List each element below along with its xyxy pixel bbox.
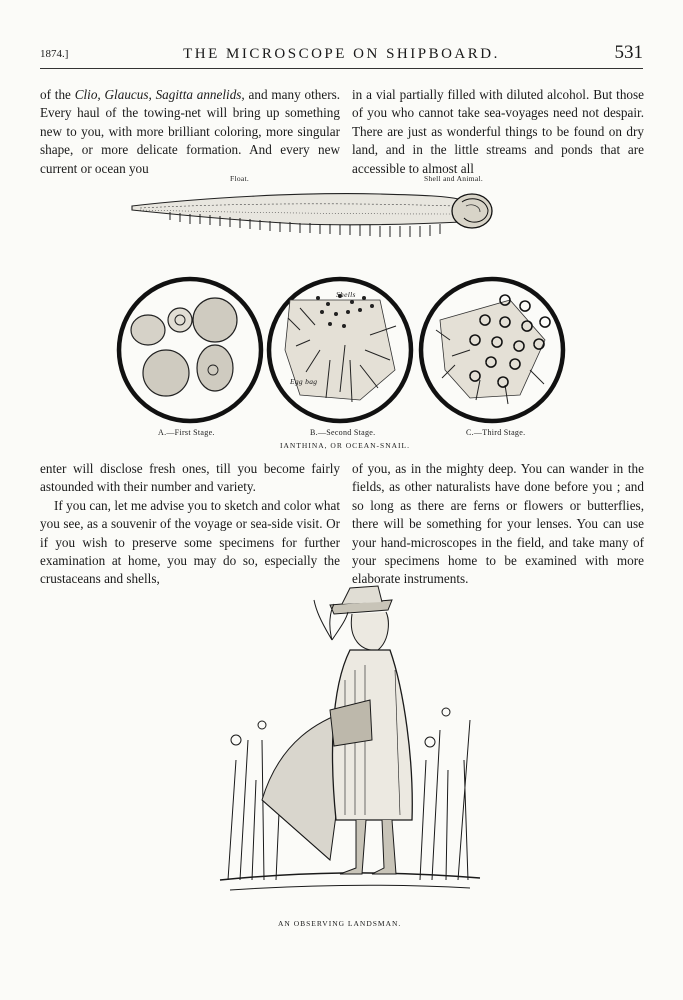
figure-caption-ianthina: IANTHINA, OR OCEAN-SNAIL. [280, 441, 410, 450]
italic-species-names: Clio, Glaucus, Sagitta annelids, [74, 87, 245, 102]
egg-bag-label: Egg bag [290, 377, 318, 386]
figure-caption-landsman: AN OBSERVING LANDSMAN. [278, 919, 402, 928]
header-year: 1874.] [40, 48, 69, 60]
text-fragment: of the [40, 87, 71, 102]
shell-label: Shell and Animal. [424, 174, 484, 183]
paragraph: enter will disclose fresh ones, till you become fairly astounded with their number and variety. [40, 461, 340, 495]
caption-third-stage: C.—Third Stage. [466, 428, 526, 437]
shells-inset-label: Shells [336, 290, 356, 299]
float-label: Float. [230, 174, 250, 183]
paragraph: in a vial partially filled with diluted alcohol. But those of you who cannot take sea-voyages need not despair. There are just as wonderful things to be found on dry land, and in the little streams and ponds that are accessible to almost all [352, 87, 644, 176]
caption-second-stage: B.—Second Stage. [310, 428, 376, 437]
header-title: THE MICROSCOPE ON SHIPBOARD. [183, 46, 500, 62]
paragraph: If you can, let me advise you to sketch and color what you see, as a souvenir of the voyage or sea-side visit. Or if you wish to preserve some specimens for further examination at home, you may do so, especially the crustaceans and shells, [40, 497, 340, 587]
page-number: 531 [614, 42, 643, 63]
caption-first-stage: A.—First Stage. [158, 428, 215, 437]
paragraph: of you, as in the mighty deep. You can wander in the fields, as other naturalists have done before you ; and so long as there are ferns or flowers or butterflies, there will be something for your lenses. You can use your hand-microscopes in the field, and take many of your specimens home to be examined with more elaborate instruments. [352, 461, 644, 587]
text-fragment: and many others. Every haul of the towing-net will bring up something new to you, with more brilliant coloring, more singular shape, or more delicate formation. And every new current or ocean you [40, 87, 341, 176]
